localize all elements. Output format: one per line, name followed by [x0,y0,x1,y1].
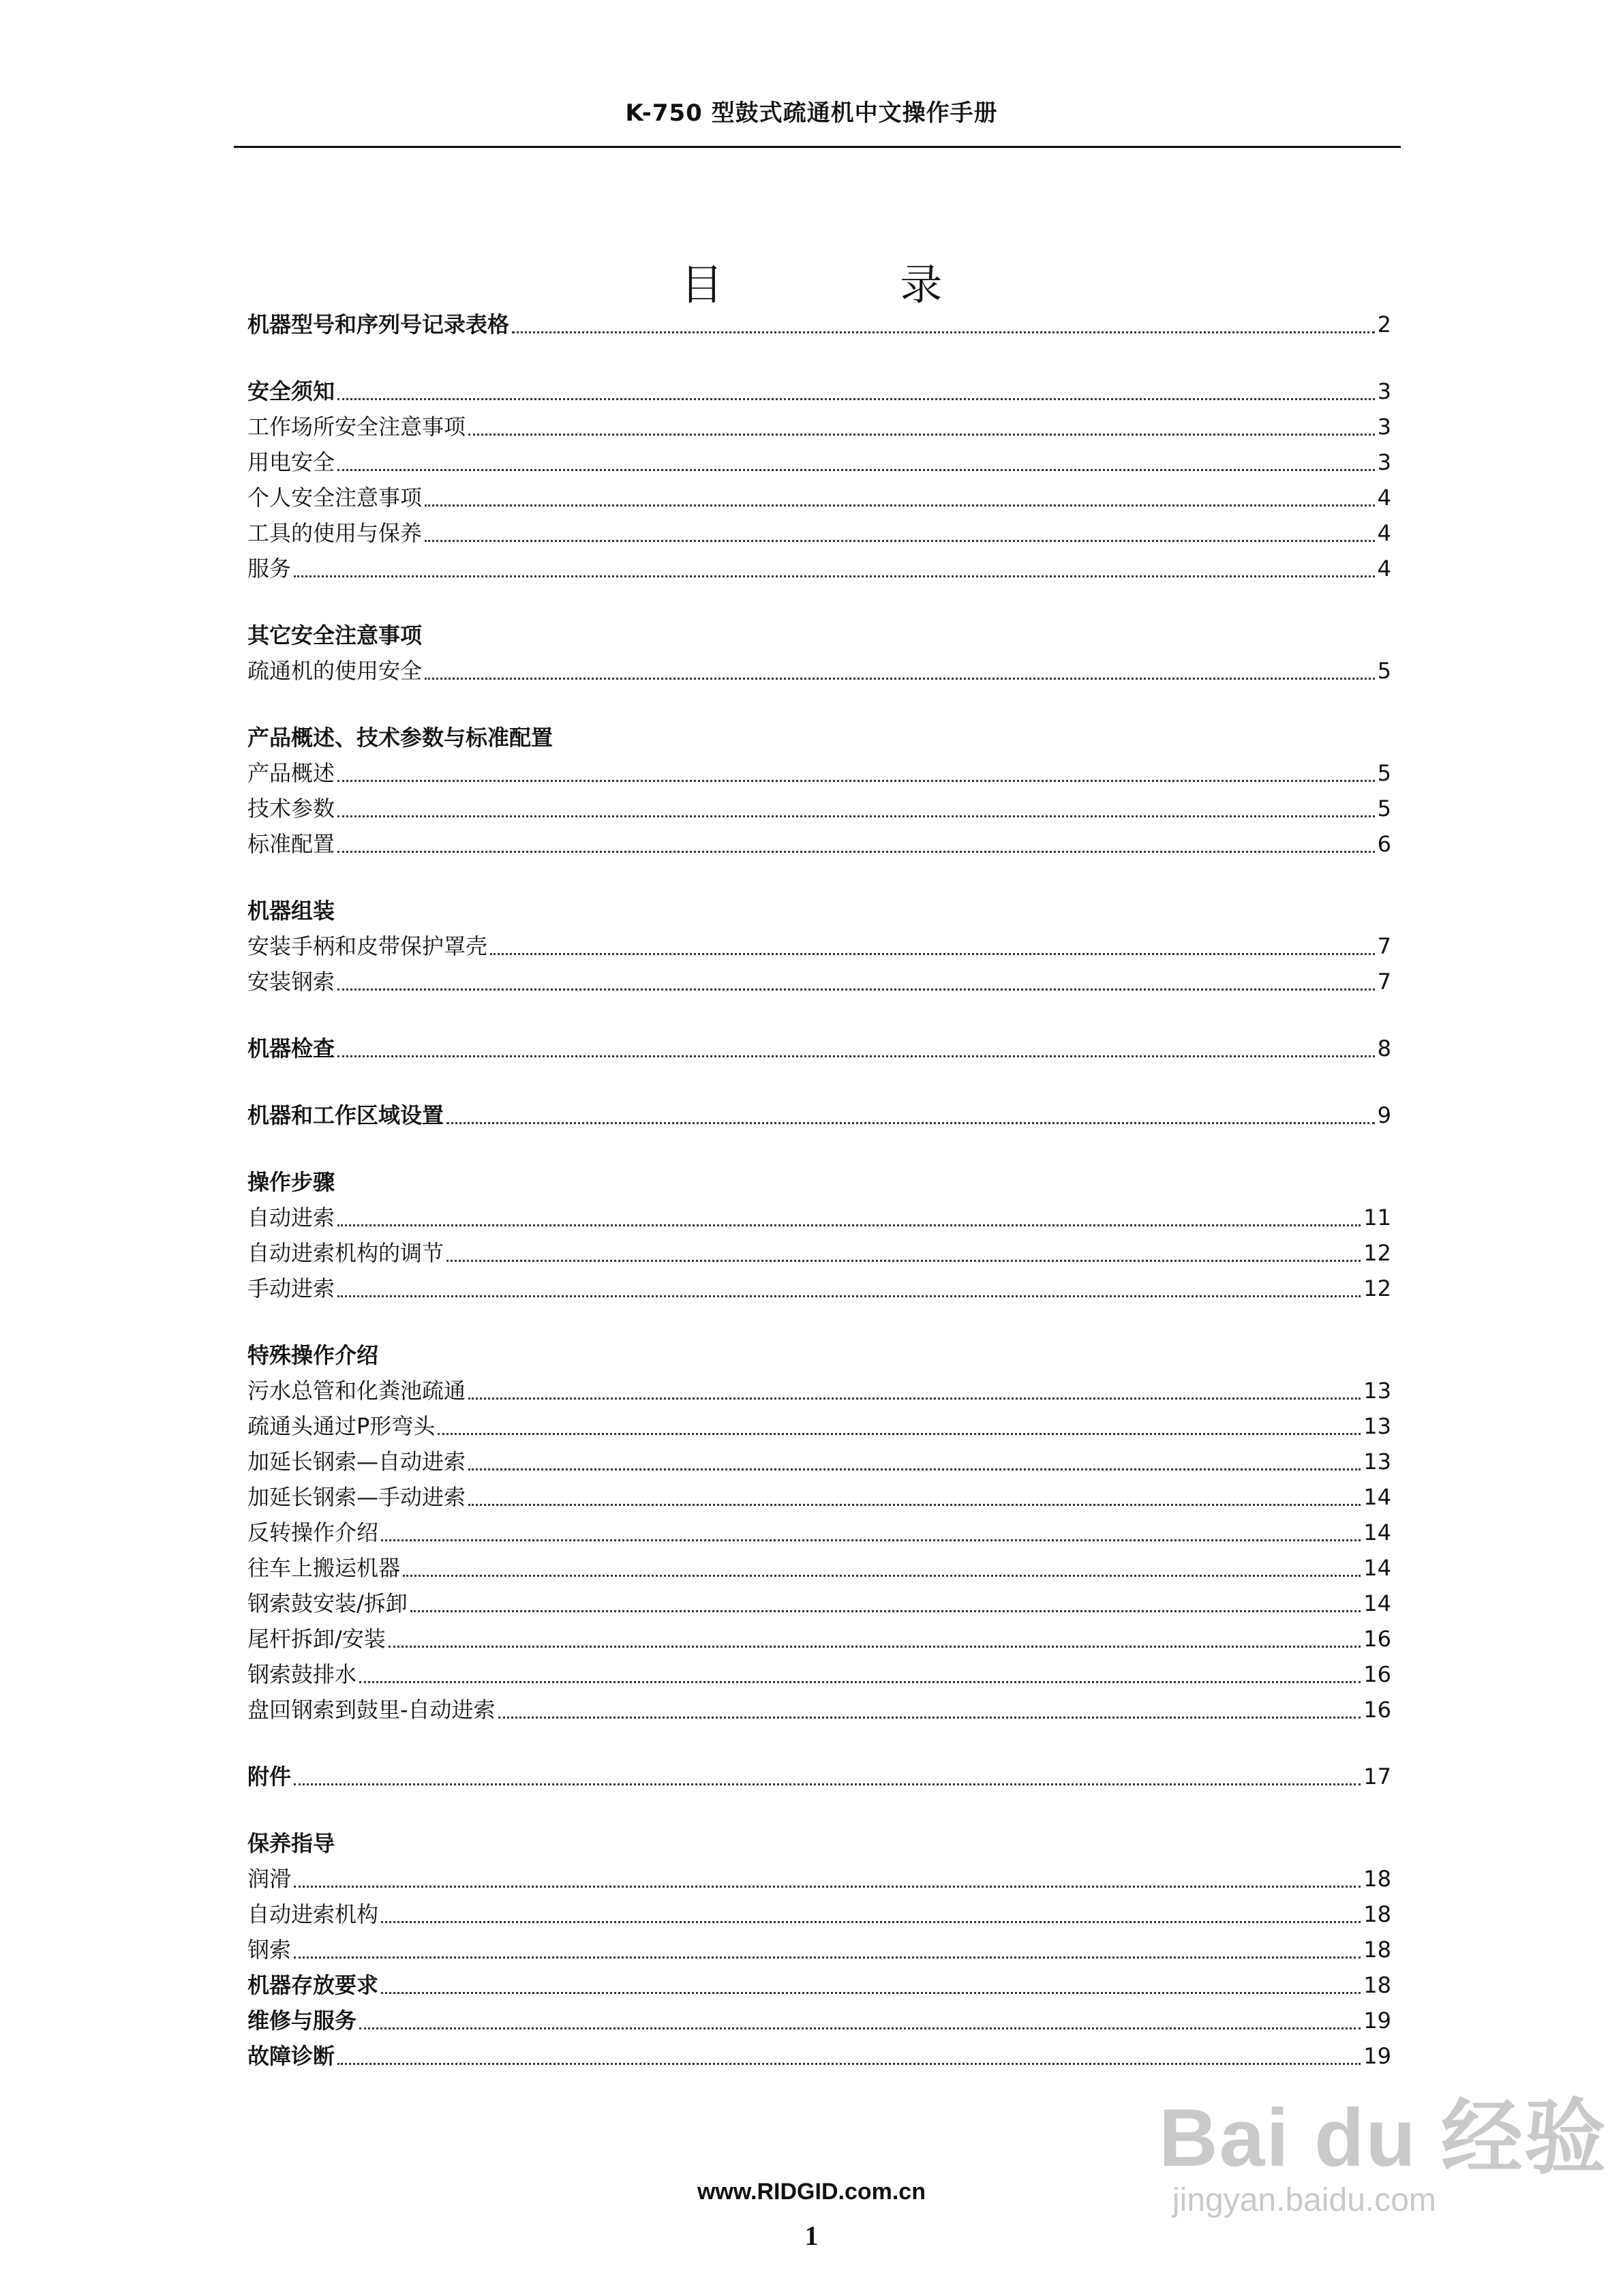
toc-entry-label: 自动进索机构的调节 [247,1240,444,1266]
toc-entry-label: 机器检查 [247,1036,335,1061]
toc-entry-page: 13 [1363,1378,1391,1404]
dot-leader [337,398,1375,400]
toc-entry-page: 13 [1363,1449,1391,1475]
dot-leader [425,540,1375,542]
header-divider [234,146,1401,148]
dot-leader [381,1539,1361,1541]
toc-entry-page: 5 [1377,658,1391,684]
dot-leader [403,1575,1361,1577]
toc-entry[interactable] [247,1098,1391,1133]
toc-entry-page: 5 [1377,796,1391,821]
toc-entry-label: 自动进索 [247,1205,335,1230]
toc-entry-page: 19 [1363,2008,1391,2034]
toc-entry-page: 12 [1363,1275,1391,1301]
dot-leader [294,1783,1361,1785]
toc-entry-label: 机器型号和序列号记录表格 [247,312,510,337]
toc-entry-label: 反转操作介绍 [247,1520,379,1545]
toc-section [247,618,1391,689]
toc-entry-page: 14 [1363,1590,1391,1616]
toc-entry[interactable] [247,1373,1391,1408]
toc-entry[interactable] [247,1235,1391,1271]
toc-entry[interactable] [247,1657,1391,1692]
dot-leader [468,434,1375,436]
dot-leader [381,1992,1361,1994]
dot-leader [425,504,1375,507]
dot-leader [294,1957,1361,1959]
toc-entry[interactable] [247,2038,1391,2074]
dot-leader [337,2063,1361,2065]
toc-heading: 目 录 [680,260,1025,309]
toc-entry-page: 16 [1363,1661,1391,1687]
toc-entry[interactable] [247,1967,1391,2003]
toc-entry-label: 工具的使用与保养 [247,520,423,546]
toc-entry[interactable] [247,1271,1391,1306]
toc-entry-label: 钢索鼓排水 [247,1661,357,1687]
page-number: 1 [804,2220,819,2251]
dot-leader [359,1681,1361,1683]
dot-leader [294,1886,1361,1888]
toc-entry-label: 机器存放要求 [247,1972,379,1998]
toc-entry-label: 产品概述 [247,760,335,786]
toc-entry[interactable] [247,1861,1391,1897]
dot-leader [337,1055,1375,1057]
toc-section-heading: 特殊操作介绍 [247,1342,379,1368]
toc-section [247,1031,1391,1066]
toc-entry[interactable] [247,755,1391,791]
toc-entry-label: 润滑 [247,1866,292,1892]
toc-entry[interactable] [247,1515,1391,1550]
toc-entry-page: 18 [1363,1937,1391,1963]
toc-entry[interactable] [247,1621,1391,1657]
toc-entry-label: 自动进索机构 [247,1901,379,1927]
toc-section [247,893,1391,999]
toc-entry-page: 18 [1363,1901,1391,1927]
dot-leader [294,575,1375,577]
toc-entry-page: 18 [1363,1866,1391,1892]
dot-leader [337,1295,1361,1297]
toc-entry-label: 尾杆拆卸/安装 [247,1626,386,1652]
toc-entry[interactable] [247,444,1391,480]
toc-entry-label: 个人安全注意事项 [247,485,423,511]
toc-section [247,1826,1391,2074]
toc-entry[interactable] [247,307,1391,342]
toc-entry-label: 加延长钢索—自动进索 [247,1449,466,1475]
toc-section-heading: 产品概述、技术参数与标准配置 [247,725,553,751]
toc-entry[interactable] [247,928,1391,964]
toc-entry-page: 5 [1377,760,1391,786]
toc-section [247,1759,1391,1794]
baidu-jingyan-watermark [1159,2072,1608,2236]
toc-entry-page: 7 [1377,933,1391,959]
toc-entry[interactable] [247,653,1391,689]
toc-section [247,1098,1391,1133]
dot-leader [468,1398,1361,1400]
toc-entry[interactable] [247,374,1391,409]
dot-leader [512,331,1375,333]
toc-entry-page: 13 [1363,1413,1391,1439]
toc-section [247,720,1391,862]
toc-entry-label: 疏通机的使用安全 [247,658,423,684]
toc-entry-label: 技术参数 [247,796,335,821]
toc-entry-page: 8 [1377,1036,1391,1061]
dot-leader [446,1260,1361,1262]
dot-leader [337,469,1375,471]
toc-entry-label: 手动进索 [247,1275,335,1301]
watermark-site: jingyan.baidu.com [1172,2182,1436,2218]
toc-entry-label: 维修与服务 [247,2008,357,2034]
dot-leader [337,988,1375,991]
toc-entry-label: 往车上搬运机器 [247,1555,401,1581]
toc-section [247,1164,1391,1306]
toc-entry-page: 3 [1377,449,1391,475]
toc-section-heading: 操作步骤 [247,1169,335,1195]
toc-entry-page: 18 [1363,1972,1391,1998]
dot-leader [446,1122,1375,1124]
toc-entry-page: 9 [1377,1102,1391,1128]
dot-leader [468,1468,1361,1470]
toc-entry-page: 4 [1377,556,1391,581]
toc-entry-page: 12 [1363,1240,1391,1266]
toc-entry[interactable] [247,1200,1391,1235]
toc-entry-label: 加延长钢索—手动进索 [247,1484,466,1510]
toc-entry-page: 17 [1363,1764,1391,1789]
toc-section-heading: 其它安全注意事项 [247,622,423,648]
table-of-contents [247,307,1391,2074]
toc-entry[interactable] [247,826,1391,862]
toc-entry-label: 标准配置 [247,831,335,857]
toc-entry[interactable] [247,1932,1391,1967]
toc-entry-page: 7 [1377,969,1391,995]
dot-leader [337,815,1375,817]
dot-leader [490,953,1375,955]
dot-leader [425,678,1375,680]
toc-entry[interactable] [247,480,1391,515]
toc-entry-page: 11 [1363,1205,1391,1230]
dot-leader [337,1224,1361,1226]
toc-section [247,374,1391,586]
toc-entry-page: 14 [1363,1484,1391,1510]
dot-leader [337,780,1375,782]
toc-entry[interactable] [247,1550,1391,1586]
toc-entry-label: 故障诊断 [247,2043,335,2069]
toc-entry-label: 安装手柄和皮带保护罩壳 [247,933,488,959]
dot-leader [498,1717,1361,1719]
toc-entry[interactable] [247,1759,1391,1794]
toc-entry-label: 机器和工作区域设置 [247,1102,444,1128]
toc-entry[interactable] [247,551,1391,586]
toc-entry-label: 疏通头通过P形弯头 [247,1413,436,1439]
toc-entry-label: 污水总管和化粪池疏通 [247,1378,466,1404]
dot-leader [438,1433,1361,1435]
toc-entry[interactable] [247,1408,1391,1444]
toc-entry-label: 工作场所安全注意事项 [247,414,466,440]
toc-entry-page: 4 [1377,485,1391,511]
toc-entry[interactable] [247,1031,1391,1066]
toc-entry-page: 16 [1363,1697,1391,1723]
toc-entry[interactable] [247,2003,1391,2038]
toc-entry-page: 3 [1377,414,1391,440]
dot-leader [468,1504,1361,1506]
toc-entry[interactable] [247,1479,1391,1515]
toc-entry[interactable] [247,1586,1391,1621]
toc-entry[interactable] [247,791,1391,826]
toc-section [247,1338,1391,1727]
footer-url[interactable]: www.RIDGID.com.cn [697,2179,926,2205]
toc-entry[interactable] [247,1444,1391,1479]
dot-leader [359,2027,1361,2029]
toc-entry[interactable] [247,515,1391,551]
dot-leader [410,1610,1361,1612]
header-title: K-750 型鼓式疏通机中文操作手册 [625,100,998,127]
toc-entry-page: 6 [1377,831,1391,857]
toc-section [247,307,1391,342]
watermark-brand: Bai du 经验 [1159,2092,1608,2184]
toc-entry-label: 盘回钢索到鼓里-自动进索 [247,1697,496,1723]
toc-entry-label: 安全须知 [247,378,335,404]
dot-leader [381,1921,1361,1923]
toc-entry[interactable] [247,964,1391,999]
dot-leader [337,851,1375,853]
toc-entry-page: 14 [1363,1520,1391,1545]
toc-entry-label: 钢索 [247,1937,292,1963]
toc-entry-label: 钢索鼓安装/拆卸 [247,1590,408,1616]
toc-entry[interactable] [247,409,1391,444]
toc-entry-label: 用电安全 [247,449,335,475]
toc-entry-label: 附件 [247,1764,292,1789]
toc-entry-page: 2 [1377,312,1391,337]
toc-entry[interactable] [247,1692,1391,1727]
toc-entry[interactable] [247,1897,1391,1932]
toc-entry-page: 3 [1377,378,1391,404]
toc-entry-page: 16 [1363,1626,1391,1652]
dot-leader [389,1646,1361,1648]
toc-entry-label: 服务 [247,556,292,581]
toc-entry-page: 4 [1377,520,1391,546]
toc-section-heading: 保养指导 [247,1830,335,1856]
toc-entry-page: 14 [1363,1555,1391,1581]
toc-entry-label: 安装钢索 [247,969,335,995]
toc-section-heading: 机器组装 [247,898,335,924]
toc-entry-page: 19 [1363,2043,1391,2069]
